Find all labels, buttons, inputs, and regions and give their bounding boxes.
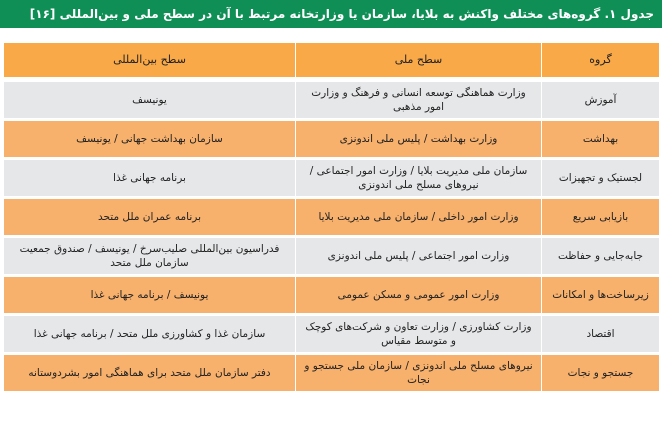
header-national: سطح ملی [296,43,542,80]
table-row [4,315,660,354]
cell-international: یونیسف [4,80,296,120]
cell-group: آموزش [542,80,660,120]
cell-group: بهداشت [542,120,660,159]
cell-international: دفتر سازمان ملل متحد برای هماهنگی امور بشردوستانه [4,354,296,393]
cell-national: وزارت بهداشت / پلیس ملی اندونزی [296,120,542,159]
cell-international: برنامه جهانی غذا [4,159,296,198]
header-international: سطح بین‌المللی [4,43,296,80]
table-row [4,198,660,237]
table-row [4,80,660,120]
table-header-row [4,43,660,80]
header-group: گروه [542,43,660,80]
cell-national: وزارت کشاورزی / وزارت تعاون و شرکت‌های کوچک و متوسط مقیاس [296,315,542,354]
table-row [4,159,660,198]
cell-group: جابه‌جایی و حفاظت [542,237,660,276]
table-row [4,276,660,315]
cell-international: سازمان بهداشت جهانی / یونیسف [4,120,296,159]
table-caption: جدول ۱. گروه‌های مختلف واکنش به بلایا، سازمان یا وزارتخانه مرتبط با آن در سطح ملی و بین‌المللی [۱۶] [0,0,662,28]
cell-national: سازمان ملی مدیریت بلایا / وزارت امور اجتماعی / نیروهای مسلح ملی اندونزی [296,159,542,198]
table-row [4,120,660,159]
table-row [4,354,660,393]
table-row [4,237,660,276]
cell-group: لجستیک و تجهیزات [542,159,660,198]
cell-national: نیروهای مسلح ملی اندونزی / سازمان ملی جستجو و نجات [296,354,542,393]
cell-national: وزارت امور داخلی / سازمان ملی مدیریت بلایا [296,198,542,237]
cell-international: برنامه عمران ملل متحد [4,198,296,237]
cell-group: اقتصاد [542,315,660,354]
cell-national: وزارت هماهنگی توسعه انسانی و فرهنگ و وزارت امور مذهبی [296,80,542,120]
cell-group: جستجو و نجات [542,354,660,393]
cell-group: بازیابی سریع [542,198,660,237]
cell-national: وزارت امور اجتماعی / پلیس ملی اندونزی [296,237,542,276]
cell-international: سازمان غذا و کشاورزی ملل متحد / برنامه جهانی غذا [4,315,296,354]
cell-international: یونیسف / برنامه جهانی غذا [4,276,296,315]
cell-national: وزارت امور عمومی و مسکن عمومی [296,276,542,315]
response-groups-table [3,43,660,394]
cell-group: زیرساخت‌ها و امکانات [542,276,660,315]
cell-international: فدراسیون بین‌المللی صلیب‌سرخ / یونیسف / صندوق جمعیت سازمان ملل متحد [4,237,296,276]
